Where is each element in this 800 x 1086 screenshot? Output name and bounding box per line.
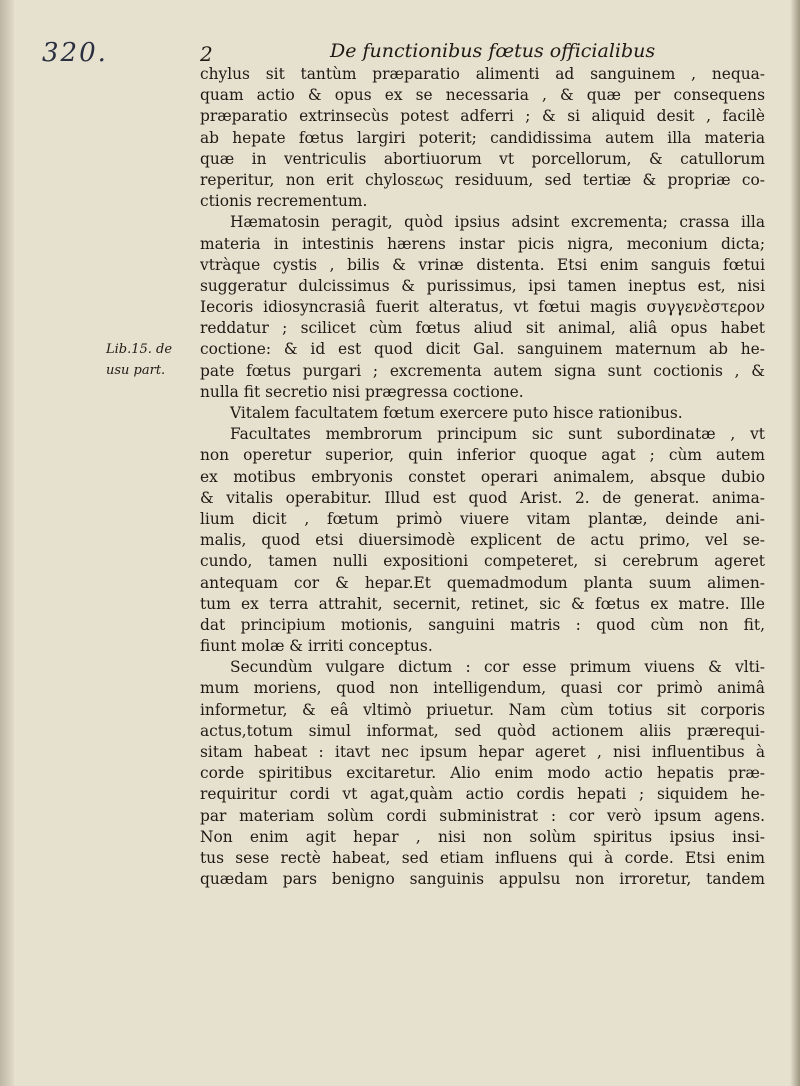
text-line: lium dicit , fœtum primò viuere vitam plantæ, deinde ani- <box>200 509 765 528</box>
text-line: reperitur, non erit chylosεως residuum, sed tertiæ & propriæ co- <box>200 170 765 189</box>
text-line: tus sese rectè habeat, sed etiam influens qui à corde. Etsi enim <box>200 848 765 867</box>
text-line: quæ in ventriculis abortiuorum vt porcellorum, & catullorum <box>200 149 765 168</box>
page-gutter-shadow <box>0 0 14 1086</box>
text-line: præparatio extrinsecùs potest adferri ; & si aliquid desit , facilè <box>200 107 765 126</box>
text-line: tum ex terra attrahit, secernit, retinet, sic & fœtus ex matre. Ille <box>200 594 765 613</box>
text-line: antequam cor & hepar.Et quemadmodum planta suum alimen- <box>200 573 765 592</box>
running-head: De functionibus fœtus officialibus <box>330 40 656 62</box>
margin-note-line: usu part. <box>106 363 166 378</box>
text-line: ctionis recrementum. <box>200 192 368 211</box>
text-line: ex motibus embryonis constet operari animalem, absque dubio <box>200 467 765 486</box>
page-number: 2 <box>200 42 213 66</box>
text-line: malis, quod etsi diuersimodè explicent de actu primo, vel se- <box>200 531 765 550</box>
margin-note <box>106 339 186 381</box>
text-line: quam actio & opus ex se necessaria , & quæ per consequens <box>200 86 765 105</box>
text-line: ab hepate fœtus largiri poterit; candidissima autem illa materia <box>200 128 765 147</box>
text-line: pate fœtus purgari ; excrementa autem signa sunt coctionis , & <box>200 361 765 380</box>
text-line: informetur, & eâ vltimò priuetur. Nam cùm totius sit corporis <box>200 700 765 719</box>
text-line: Secundùm vulgare dictum : cor esse primum viuens & vlti- <box>230 658 765 677</box>
handwritten-folio-mark: 320. <box>42 38 108 68</box>
text-line: mum moriens, quod non intelligendum, quasi cor primò animâ <box>200 679 765 698</box>
text-line: par materiam solùm cordi subministrat : cor verò ipsum agens. <box>200 806 765 825</box>
margin-note-line: Lib.15. de <box>106 342 173 357</box>
text-line: sitam habeat : itavt nec ipsum hepar ageret , nisi influentibus à <box>200 743 765 761</box>
text-line: non operetur superior, quin inferior quoque agat ; cùm autem <box>200 446 765 465</box>
text-line: corde spiritibus excitaretur. Alio enim modo actio hepatis præ- <box>200 764 765 783</box>
text-line: & vitalis operabitur. Illud est quod Arist. 2. de generat. anima- <box>200 488 765 507</box>
page-edge-shadow <box>790 0 800 1086</box>
text-line: quædam pars benigno sanguinis appulsu non irroretur, tandem <box>200 870 765 889</box>
text-line: Non enim agit hepar , nisi non solùm spiritus ipsius insi- <box>200 827 765 846</box>
text-line: Iecoris idiosyncrasiâ fuerit alteratus, vt fœtui magis συγγενὲστερον <box>200 298 765 317</box>
text-line: reddatur ; scilicet cùm fœtus aliud sit animal, aliâ opus habet <box>200 319 765 338</box>
text-line: Vitalem facultatem fœtum exercere puto hisce rationibus. <box>230 404 683 422</box>
text-line: suggeratur dulcissimus & purissimus, ipsi tamen ineptus est, nisi <box>200 276 765 295</box>
text-line: fiunt molæ & irriti conceptus. <box>200 637 433 656</box>
text-line: actus,totum simul informat, sed quòd actionem aliis prærequi- <box>200 721 765 740</box>
text-line: nulla fit secretio nisi prægressa coctione. <box>200 382 524 401</box>
main-text <box>200 64 765 890</box>
text-line: vtràque cystis , bilis & vrinæ distenta. Etsi enim sanguis fœtui <box>200 255 765 274</box>
text-line: requiritur cordi vt agat,quàm actio cordis hepati ; siquidem he- <box>200 785 765 804</box>
text-line: Hæmatosin peragit, quòd ipsius adsint excrementa; crassa illa <box>230 213 765 232</box>
text-line: materia in intestinis hærens instar picis nigra, meconium dicta; <box>200 234 765 253</box>
text-line: Facultates membrorum principum sic sunt subordinatæ , vt <box>230 425 765 444</box>
text-line: coctione: & id est quod dicit Gal. sanguinem maternum ab he- <box>200 340 765 359</box>
text-line: cundo, tamen nulli expositioni competeret, si cerebrum ageret <box>200 552 765 571</box>
text-line: chylus sit tantùm præparatio alimenti ad sanguinem , nequa- <box>200 65 765 83</box>
text-line: dat principium motionis, sanguini matris : quod cùm non fit, <box>200 615 765 634</box>
